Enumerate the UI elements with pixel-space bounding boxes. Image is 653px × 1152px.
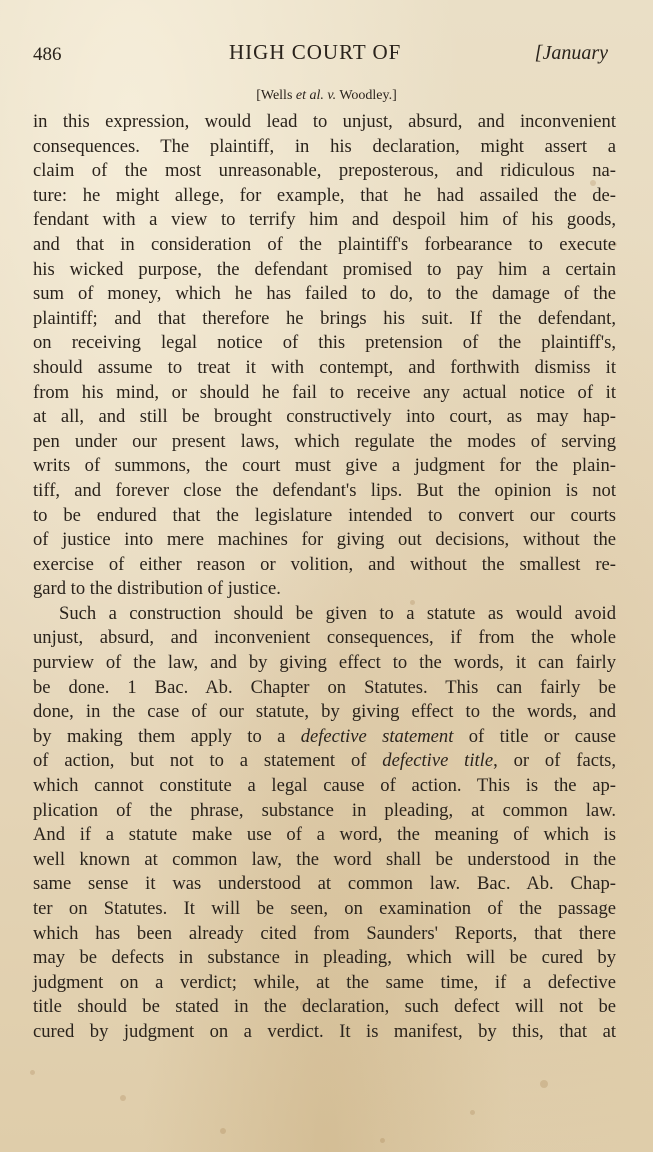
text-segment: , or of facts, <box>493 750 617 772</box>
text-line-with-italic <box>33 749 616 774</box>
text-line-with-italic <box>33 725 616 750</box>
text-line: to be endured that the legislature intended to convert our courts <box>33 504 616 526</box>
text-line: plaintiff; and that therefore he brings his suit. If the defendant, <box>33 307 616 329</box>
foxing-spot <box>470 1110 475 1115</box>
text-line: which has been already cited from Saunders' Reports, that there <box>33 922 616 944</box>
case-caption-close: Woodley.] <box>336 88 397 103</box>
text-line: on receiving legal notice of this pretension of the plaintiff's, <box>33 332 616 354</box>
running-header <box>33 40 608 70</box>
text-line: plication of the phrase, substance in pleading, at common law. <box>33 799 616 821</box>
text-line: cured by judgment on a verdict. It is manifest, by this, that at <box>33 1020 616 1042</box>
text-line: ture: he might allege, for example, that he had assailed the de- <box>33 184 616 206</box>
text-line: unjust, absurd, and inconvenient consequences, if from the whole <box>33 627 616 649</box>
text-line: And if a statute make use of a word, the meaning of which is <box>33 824 616 846</box>
text-segment: of action, but not to a statement of <box>33 750 383 772</box>
text-line: title should be stated in the declaration, such defect will not be <box>33 996 616 1018</box>
text-line: in this expression, would lead to unjust, absurd, and inconvenient <box>33 111 616 132</box>
foxing-spot <box>220 1128 226 1134</box>
body-text <box>33 110 616 1045</box>
text-line: of justice into mere machines for giving out decisions, without the <box>33 529 616 551</box>
text-line: may be defects in substance in pleading, which will be cured by <box>33 947 616 969</box>
text-segment: of title or cause <box>453 725 617 747</box>
text-line: tiff, and forever close the defendant's lips. But the opinion is not <box>33 479 616 501</box>
case-caption <box>0 88 653 104</box>
foxing-spot <box>380 1138 385 1143</box>
text-line: exercise of either reason or volition, and without the smallest re- <box>33 553 616 575</box>
text-line: at all, and still be brought constructively into court, as may hap- <box>33 406 616 428</box>
text-line: which cannot constitute a legal cause of action. This is the ap- <box>33 775 616 797</box>
paragraph-start-line: Such a construction should be given to a statute as would avoid <box>59 602 616 624</box>
text-line: same sense it was understood at common law. Bac. Ab. Chap- <box>33 873 616 895</box>
italic-phrase: defective statement <box>300 725 454 747</box>
text-line: from his mind, or should he fail to receive any actual notice of it <box>33 381 616 403</box>
text-line: judgment on a verdict; while, at the same time, if a defective <box>33 971 616 993</box>
italic-phrase: defective title <box>382 750 494 772</box>
text-line: consequences. The plaintiff, in his declaration, might assert a <box>33 135 616 157</box>
running-title: HIGH COURT OF <box>229 40 402 64</box>
foxing-spot <box>120 1095 126 1101</box>
text-line: ter on Statutes. It will be seen, on examination of the passage <box>33 898 616 919</box>
running-month: [January <box>534 42 608 64</box>
foxing-spot <box>540 1080 548 1088</box>
page-number: 486 <box>33 44 62 65</box>
text-line: fendant with a view to terrify him and despoil him of his goods, <box>33 209 616 231</box>
text-line: sum of money, which he has failed to do, to the damage of the <box>33 283 616 305</box>
text-line: claim of the most unreasonable, preposterous, and ridiculous na- <box>33 160 616 182</box>
text-line: pen under our present laws, which regulate the modes of serving <box>33 430 616 452</box>
text-line: should assume to treat it with contempt, and forthwith dismiss it <box>33 356 616 378</box>
text-line: and that in consideration of the plaintiff's forbearance to execute <box>33 233 616 255</box>
case-caption-open: [Wells <box>256 88 296 103</box>
text-line: writs of summons, the court must give a judgment for the plain- <box>33 455 616 477</box>
text-line: well known at common law, the word shall be understood in the <box>33 848 616 870</box>
text-segment: by making them apply to a <box>33 725 301 747</box>
text-line: purview of the law, and by giving effect to the words, it can fairly <box>33 652 616 674</box>
text-line: be done. 1 Bac. Ab. Chapter on Statutes. This can fairly be <box>33 676 616 698</box>
case-caption-etal: et al. v. <box>295 88 337 103</box>
text-line: done, in the case of our statute, by giving effect to the words, and <box>33 701 616 723</box>
text-line: his wicked purpose, the defendant promised to pay him a certain <box>33 258 616 280</box>
paragraph-end-line: gard to the distribution of justice. <box>33 578 281 600</box>
foxing-spot <box>30 1070 35 1075</box>
